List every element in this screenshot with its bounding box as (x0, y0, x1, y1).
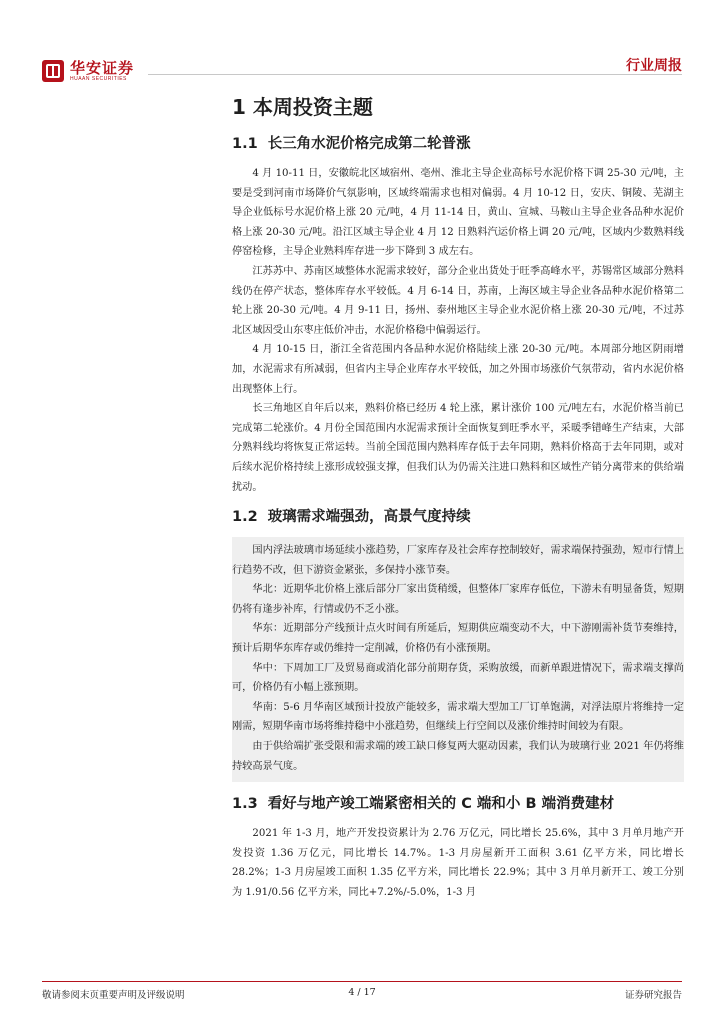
subsection-title: 看好与地产竣工端紧密相关的 C 端和小 B 端消费建材 (267, 796, 615, 813)
subsection-title: 玻璃需求端强劲，高景气度持续 (267, 509, 471, 526)
section-title: 1 本周投资主题 (232, 95, 373, 119)
subsection-1-2-heading (232, 505, 684, 529)
paragraph: 由于供给端扩张受限和需求端的竣工缺口修复两大驱动因素，我们认为玻璃行业 2021 年仍将维持较高景气度。 (232, 741, 684, 772)
main-content (232, 92, 684, 903)
paragraph: 国内浮法玻璃市场延续小涨趋势，厂家库存及社会库存控制较好，需求端保持强劲，短市行情上行趋势不改，但下游资金紧张，多保持小涨节奏。 (232, 545, 684, 576)
page-number: 4 / 17 (348, 987, 376, 998)
subsection-number: 1.1 (232, 136, 258, 152)
company-logo (42, 60, 134, 82)
subsection-number: 1.3 (232, 796, 258, 813)
subsection-1-2-body (232, 537, 684, 782)
subsection-1-3-body (232, 824, 684, 902)
subsection-1-3-heading (232, 792, 684, 816)
paragraph: 华中：下周加工厂及贸易商或消化部分前期存货，采购放缓，而新单跟进情况下，需求端支撑尚可，价格仍有小幅上涨预期。 (232, 662, 684, 694)
paragraph: 江苏苏中、苏南区域整体水泥需求较好，部分企业出货处于旺季高峰水平，苏锡常区域部分熟料线仍在停产状态，整体库存水平较低。4 月 6-14 日，苏南，上海区域主导企业各品种水泥价格第二轮上涨 20-30 元/吨。4 月 9-11 日，扬州、泰州地区主导企业水泥价格上涨 20-30 元/吨，不过苏北区域因受山东枣庄低价冲击，水泥价格稳中偏弱运行。 (232, 265, 684, 336)
paragraph: 华东：近期部分产线预计点火时间有所延后，短期供应端变动不大，中下游刚需补货节奏维持，预计后期华东库存或仍维持一定削减，价格仍有小涨预期。 (232, 623, 684, 655)
page-header (0, 0, 724, 100)
header-divider (148, 74, 682, 75)
report-type-label: 行业周报 (626, 58, 682, 74)
footer-report-type: 证券研究报告 (624, 990, 682, 1001)
subsection-number: 1.2 (232, 509, 258, 526)
paragraph: 2021 年 1-3 月，地产开发投资累计为 2.76 万亿元，同比增长 25.6%，其中 3 月单月地产开发投资 1.36 万亿元，同比增长 14.7%。1-3 月房屋新开工面积 3.61 亿平方米，同比增长 28.2%；1-3 月房屋竣工面积 1.35 亿平方米，同比增长 22.9%；其中 3 月单月新开工、竣工分别为 1.91/0.56 亿平方米，同比+7.2%/-5.0%，1-3 月 (232, 828, 684, 898)
subsection-1-1-heading (232, 132, 684, 156)
logo-english-name: HUAAN SECURITIES (70, 76, 127, 82)
subsection-title: 长三角水泥价格完成第二轮普涨 (267, 136, 471, 152)
logo-chinese-name: 华安证券 (70, 59, 135, 77)
paragraph: 4 月 10-15 日，浙江全省范围内各品种水泥价格陆续上涨 20-30 元/吨。本周部分地区阴雨增加，水泥需求有所减弱，但省内主导企业库存水平较低，加之外围市场涨价气氛带动，省内水泥价格出现整体上行。 (232, 344, 684, 395)
paragraph: 华北：近期华北价格上涨后部分厂家出货稍缓，但整体厂家库存低位，下游未有明显备货，短期仍将有逢步补库，行情或仍不乏小涨。 (232, 584, 684, 615)
paragraph: 华南：5-6 月华南区域预计投放产能较多，需求端大型加工厂订单饱满，对浮法原片将维持一定刚需，短期华南市场将维持稳中小涨趋势，但继续上行空间以及涨价维持时间较为有限。 (232, 701, 684, 733)
footer-disclaimer: 敬请参阅末页重要声明及评级说明 (42, 990, 185, 1001)
paragraph: 4 月 10-11 日，安徽皖北区域宿州、亳州、淮北主导企业高标号水泥价格下调 25-30 元/吨，主要是受到河南市场降价气氛影响，区域终端需求也相对偏弱。4 月 10-12 日，安庆、铜陵、芜湖主导企业低标号水泥价格上涨 20 元/吨，4 月 11-14 日，黄山、宣城、马鞍山主导企业各品种水泥价格上涨 20-30 元/吨。沿江区域主导企业 4 月 12 日熟料汽运价格上调 20 元/吨，区域内少数熟料线停窑检修，主导企业熟料库存进一步下降到 3 成左右。 (232, 168, 684, 258)
subsection-1-1-body (232, 164, 684, 497)
footer-divider (42, 981, 682, 982)
logo-mark-icon (42, 60, 64, 82)
paragraph: 长三角地区自年后以来，熟料价格已经历 4 轮上涨，累计涨价 100 元/吨左右，水泥价格当前已完成第二轮涨价。4 月份全国范围内水泥需求预计全面恢复到旺季水平，采暖季错峰生产结束，大部分熟料线均将恢复正常运转。当前全国范围内熟料库存低于去年同期，熟料价格高于去年同期，或对后续水泥价格持续上涨形成较强支撑，但我们认为仍需关注进口熟料和区域性产销分离带来的供给端扰动。 (232, 403, 684, 493)
